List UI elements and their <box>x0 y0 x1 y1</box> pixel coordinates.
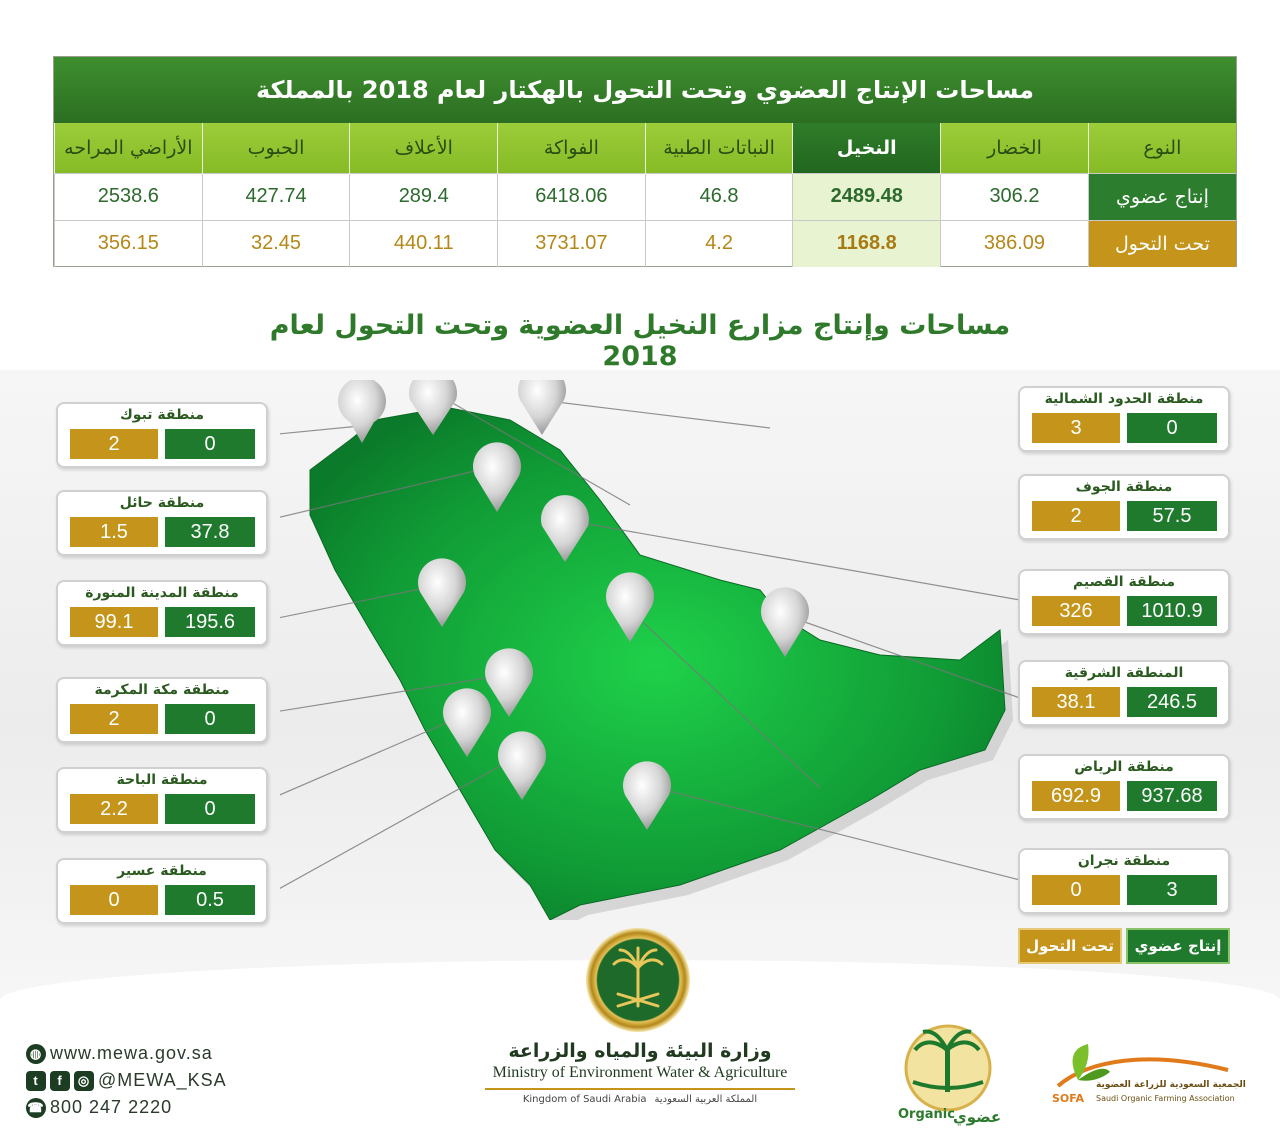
table-header-row <box>55 123 1237 173</box>
conversion-value: 38.1 <box>1032 687 1120 717</box>
row-label-organic: إنتاج عضوي <box>1088 173 1236 220</box>
table-cell: 356.15 <box>55 220 203 267</box>
ministry-logo <box>470 1040 810 1105</box>
social-row <box>26 1067 286 1094</box>
conversion-value: 0 <box>70 885 158 915</box>
organic-value: 3 <box>1127 875 1217 905</box>
region-box-baha <box>56 767 268 833</box>
legend-conversion: تحت التحول <box>1018 928 1122 964</box>
region-box-northern-borders <box>1018 386 1230 452</box>
kingdom-ar: المملكة العربية السعودية <box>654 1094 758 1105</box>
twitter-icon[interactable]: t <box>26 1071 46 1091</box>
palm-swords-emblem-icon <box>586 928 690 1032</box>
conversion-value: 2.2 <box>70 794 158 824</box>
conversion-value: 326 <box>1032 596 1120 626</box>
region-box-hail <box>56 490 268 556</box>
palm-icon <box>586 928 690 1032</box>
organic-value: 57.5 <box>1127 501 1217 531</box>
region-box-eastern <box>1018 660 1230 726</box>
table-row <box>55 220 1237 267</box>
organic-value: 937.68 <box>1127 781 1217 811</box>
table-title: مساحات الإنتاج العضوي وتحت التحول بالهكتار لعام 2018 بالمملكة <box>54 57 1236 123</box>
region-name: منطقة نجران <box>1077 853 1171 869</box>
region-box-najran <box>1018 848 1230 914</box>
ministry-name-en: Ministry of Environment Water & Agriculture <box>492 1064 788 1081</box>
table-cell: 2538.6 <box>55 173 203 220</box>
organic-value: 37.8 <box>165 517 255 547</box>
header-type: النوع <box>1088 123 1236 173</box>
saudi-map <box>280 380 1020 920</box>
table-cell: 32.45 <box>202 220 350 267</box>
conversion-value: 2 <box>70 704 158 734</box>
region-box-madinah <box>56 580 268 646</box>
header-fallow: الأراضي المراحه <box>55 123 203 173</box>
row-label-conversion: تحت التحول <box>1088 220 1236 267</box>
header-vegetables: الخضار <box>941 123 1089 173</box>
kingdom-line <box>470 1094 810 1105</box>
conversion-value: 692.9 <box>1032 781 1120 811</box>
organic-value: 195.6 <box>165 607 255 637</box>
table-cell: 386.09 <box>941 220 1089 267</box>
table-cell: 440.11 <box>350 220 498 267</box>
header-medicinal: النباتات الطبية <box>645 123 793 173</box>
table-cell: 306.2 <box>941 173 1089 220</box>
sofa-name: SOFA <box>1052 1092 1085 1105</box>
organic-logo-icon <box>893 1020 1003 1130</box>
region-name: منطقة الرياض <box>1074 759 1174 775</box>
data-table <box>54 123 1236 267</box>
region-name: منطقة الباحة <box>116 772 208 788</box>
organic-value: 0 <box>165 704 255 734</box>
organic-value: 0.5 <box>165 885 255 915</box>
region-box-asir <box>56 858 268 924</box>
region-name: منطقة مكة المكرمة <box>94 682 230 698</box>
organic-value: 1010.9 <box>1127 596 1217 626</box>
kingdom-en: Kingdom of Saudi Arabia <box>522 1094 647 1105</box>
region-name: المنطقة الشرقية <box>1064 665 1184 681</box>
map-pin <box>518 380 566 435</box>
region-name: منطقة حائل <box>119 495 205 511</box>
region-box-makkah <box>56 677 268 743</box>
header-palms: النخيل <box>793 123 941 173</box>
organic-value: 0 <box>1127 413 1217 443</box>
header-fodder: الأعلاف <box>350 123 498 173</box>
instagram-icon[interactable]: ◎ <box>74 1071 94 1091</box>
region-box-tabuk <box>56 402 268 468</box>
table-cell: 427.74 <box>202 173 350 220</box>
conversion-value: 2 <box>1032 501 1120 531</box>
phone-number: 800 247 2220 <box>50 1097 173 1117</box>
conversion-value: 2 <box>70 429 158 459</box>
region-name: منطقة المدينة المنورة <box>85 585 239 601</box>
table-row <box>55 173 1237 220</box>
website-row <box>26 1040 286 1067</box>
header-fruits: الفواكة <box>498 123 646 173</box>
map-title: مساحات وإنتاج مزارع النخيل العضوية وتحت التحول لعام 2018 <box>269 310 1011 372</box>
table-cell: 4.2 <box>645 220 793 267</box>
contact-info <box>26 1040 286 1121</box>
legend-organic: إنتاج عضوي <box>1126 928 1230 964</box>
conversion-value: 1.5 <box>70 517 158 547</box>
region-box-riyadh <box>1018 754 1230 820</box>
legend <box>1018 928 1233 966</box>
region-name: منطقة القصيم <box>1072 574 1176 590</box>
organic-value: 0 <box>165 429 255 459</box>
table-cell: 2489.48 <box>793 173 941 220</box>
table-cell: 3731.07 <box>498 220 646 267</box>
organic-value: 246.5 <box>1127 687 1217 717</box>
conversion-value: 99.1 <box>70 607 158 637</box>
sofa-name-ar: الجمعية السعودية للزراعة العضوية <box>1096 1080 1246 1090</box>
region-name: منطقة تبوك <box>119 407 205 423</box>
sofa-logo <box>1048 1040 1246 1110</box>
divider <box>485 1088 795 1090</box>
ministry-name-ar: وزارة البيئة والمياه والزراعة <box>508 1040 772 1062</box>
website-link[interactable]: www.mewa.gov.sa <box>50 1043 213 1063</box>
organic-logo-en: Organic <box>898 1107 955 1122</box>
table-cell: 289.4 <box>350 173 498 220</box>
organic-logo-ar: عضوي <box>953 1108 1002 1126</box>
header-grains: الحبوب <box>202 123 350 173</box>
organic-value: 0 <box>165 794 255 824</box>
table-cell: 6418.06 <box>498 173 646 220</box>
conversion-value: 3 <box>1032 413 1120 443</box>
table-cell: 46.8 <box>645 173 793 220</box>
region-name: منطقة عسير <box>117 863 207 879</box>
sofa-name-en: Saudi Organic Farming Association <box>1096 1094 1235 1103</box>
social-handle[interactable]: @MEWA_KSA <box>98 1070 227 1090</box>
conversion-value: 0 <box>1032 875 1120 905</box>
region-name: منطقة الحدود الشمالية <box>1044 391 1204 407</box>
table-cell: 1168.8 <box>793 220 941 267</box>
phone-icon: ☎ <box>26 1098 46 1118</box>
globe-icon: ◍ <box>26 1044 46 1064</box>
region-name: منطقة الجوف <box>1075 479 1173 495</box>
region-box-jouf <box>1018 474 1230 540</box>
region-box-qassim <box>1018 569 1230 635</box>
phone-row <box>26 1094 286 1121</box>
production-table <box>53 56 1237 267</box>
facebook-icon[interactable]: f <box>50 1071 70 1091</box>
